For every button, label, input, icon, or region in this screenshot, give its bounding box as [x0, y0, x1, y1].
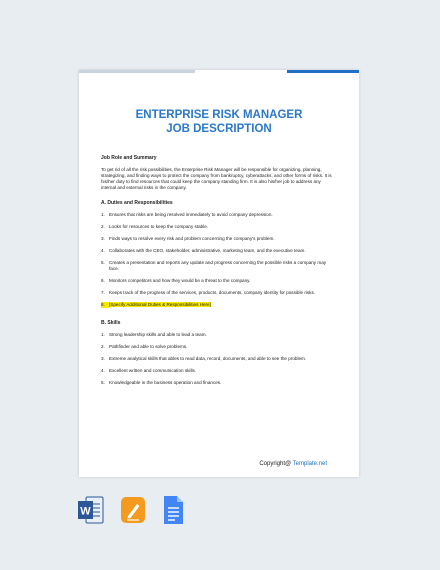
- duty-item: 6. Monitors competitors and how they would be a threat to the company.: [101, 278, 251, 283]
- google-docs-icon[interactable]: [160, 495, 186, 525]
- document-page: [79, 70, 359, 477]
- skill-item: 4. Excellent written and communication skills.: [101, 368, 197, 373]
- duty-item: 4. Collaborates with the CEO, stakeholder, administrative, marketing team, and the executive team.: [101, 248, 306, 253]
- highlighted-placeholder: [Specify Additional Duties & Responsibilities Here]: [109, 302, 211, 307]
- duty-item: 1. Ensures that risks are being resolved immediately to avoid company depression.: [101, 212, 273, 217]
- document-body: [101, 155, 337, 392]
- duty-item: 2. Looks for resources to keep the company stable.: [101, 224, 209, 229]
- duty-item-placeholder: 8. [Specify Additional Duties & Responsibilities Here]: [101, 302, 211, 307]
- file-format-icons: [78, 495, 188, 525]
- skill-item: 5. Knowledgeable in the business operation and finances.: [101, 380, 222, 385]
- copyright-prefix: Copyright@: [259, 461, 293, 467]
- header-bar-left: [79, 70, 195, 73]
- document-title-line1: ENTERPRISE RISK MANAGER: [135, 109, 303, 121]
- skills-heading: B. Skills: [101, 320, 121, 326]
- svg-text:W: W: [80, 505, 91, 518]
- duties-heading: A. Duties and Responsibilities: [101, 200, 173, 206]
- duty-item: 3. Finds ways to resolve every risk and problem concerning the company's problem.: [101, 236, 275, 241]
- pages-icon[interactable]: [120, 495, 146, 525]
- summary-heading: Job Role and Summary: [101, 155, 157, 161]
- document-title-line2: JOB DESCRIPTION: [166, 123, 272, 135]
- skill-item: 2. Pathfinder and able to solve problems.: [101, 344, 188, 349]
- copyright-brand: Template.net: [292, 461, 327, 467]
- duty-item: 7. Keeps track of the progress of the services, products, documents, company identity for possible risks.: [101, 290, 316, 295]
- duty-item: 5. Creates a presentation and reports any update and progress concerning the possible risks a company may face.: [101, 260, 327, 271]
- header-bar-accent: [287, 70, 359, 73]
- word-icon[interactable]: [78, 495, 104, 525]
- summary-text: To get rid of all the risk possibilities, the Enterprise Risk Manager will be responsible for organizing, planning, strategizing, and finding ways to protect the company from bankruptcy, cyberattacks, and other forms of risks. It is his/her duty to find resources that could keep the company standing firm. It is also his/her job to address any internal and external risks in the company.: [101, 167, 332, 190]
- skill-item: 3. Extreme analytical skills that ables to read data, record, documents, and able to see the problem.: [101, 356, 307, 361]
- skill-item: 1. Strong leadership skills and able to lead a team.: [101, 332, 207, 337]
- copyright-notice: [259, 461, 327, 467]
